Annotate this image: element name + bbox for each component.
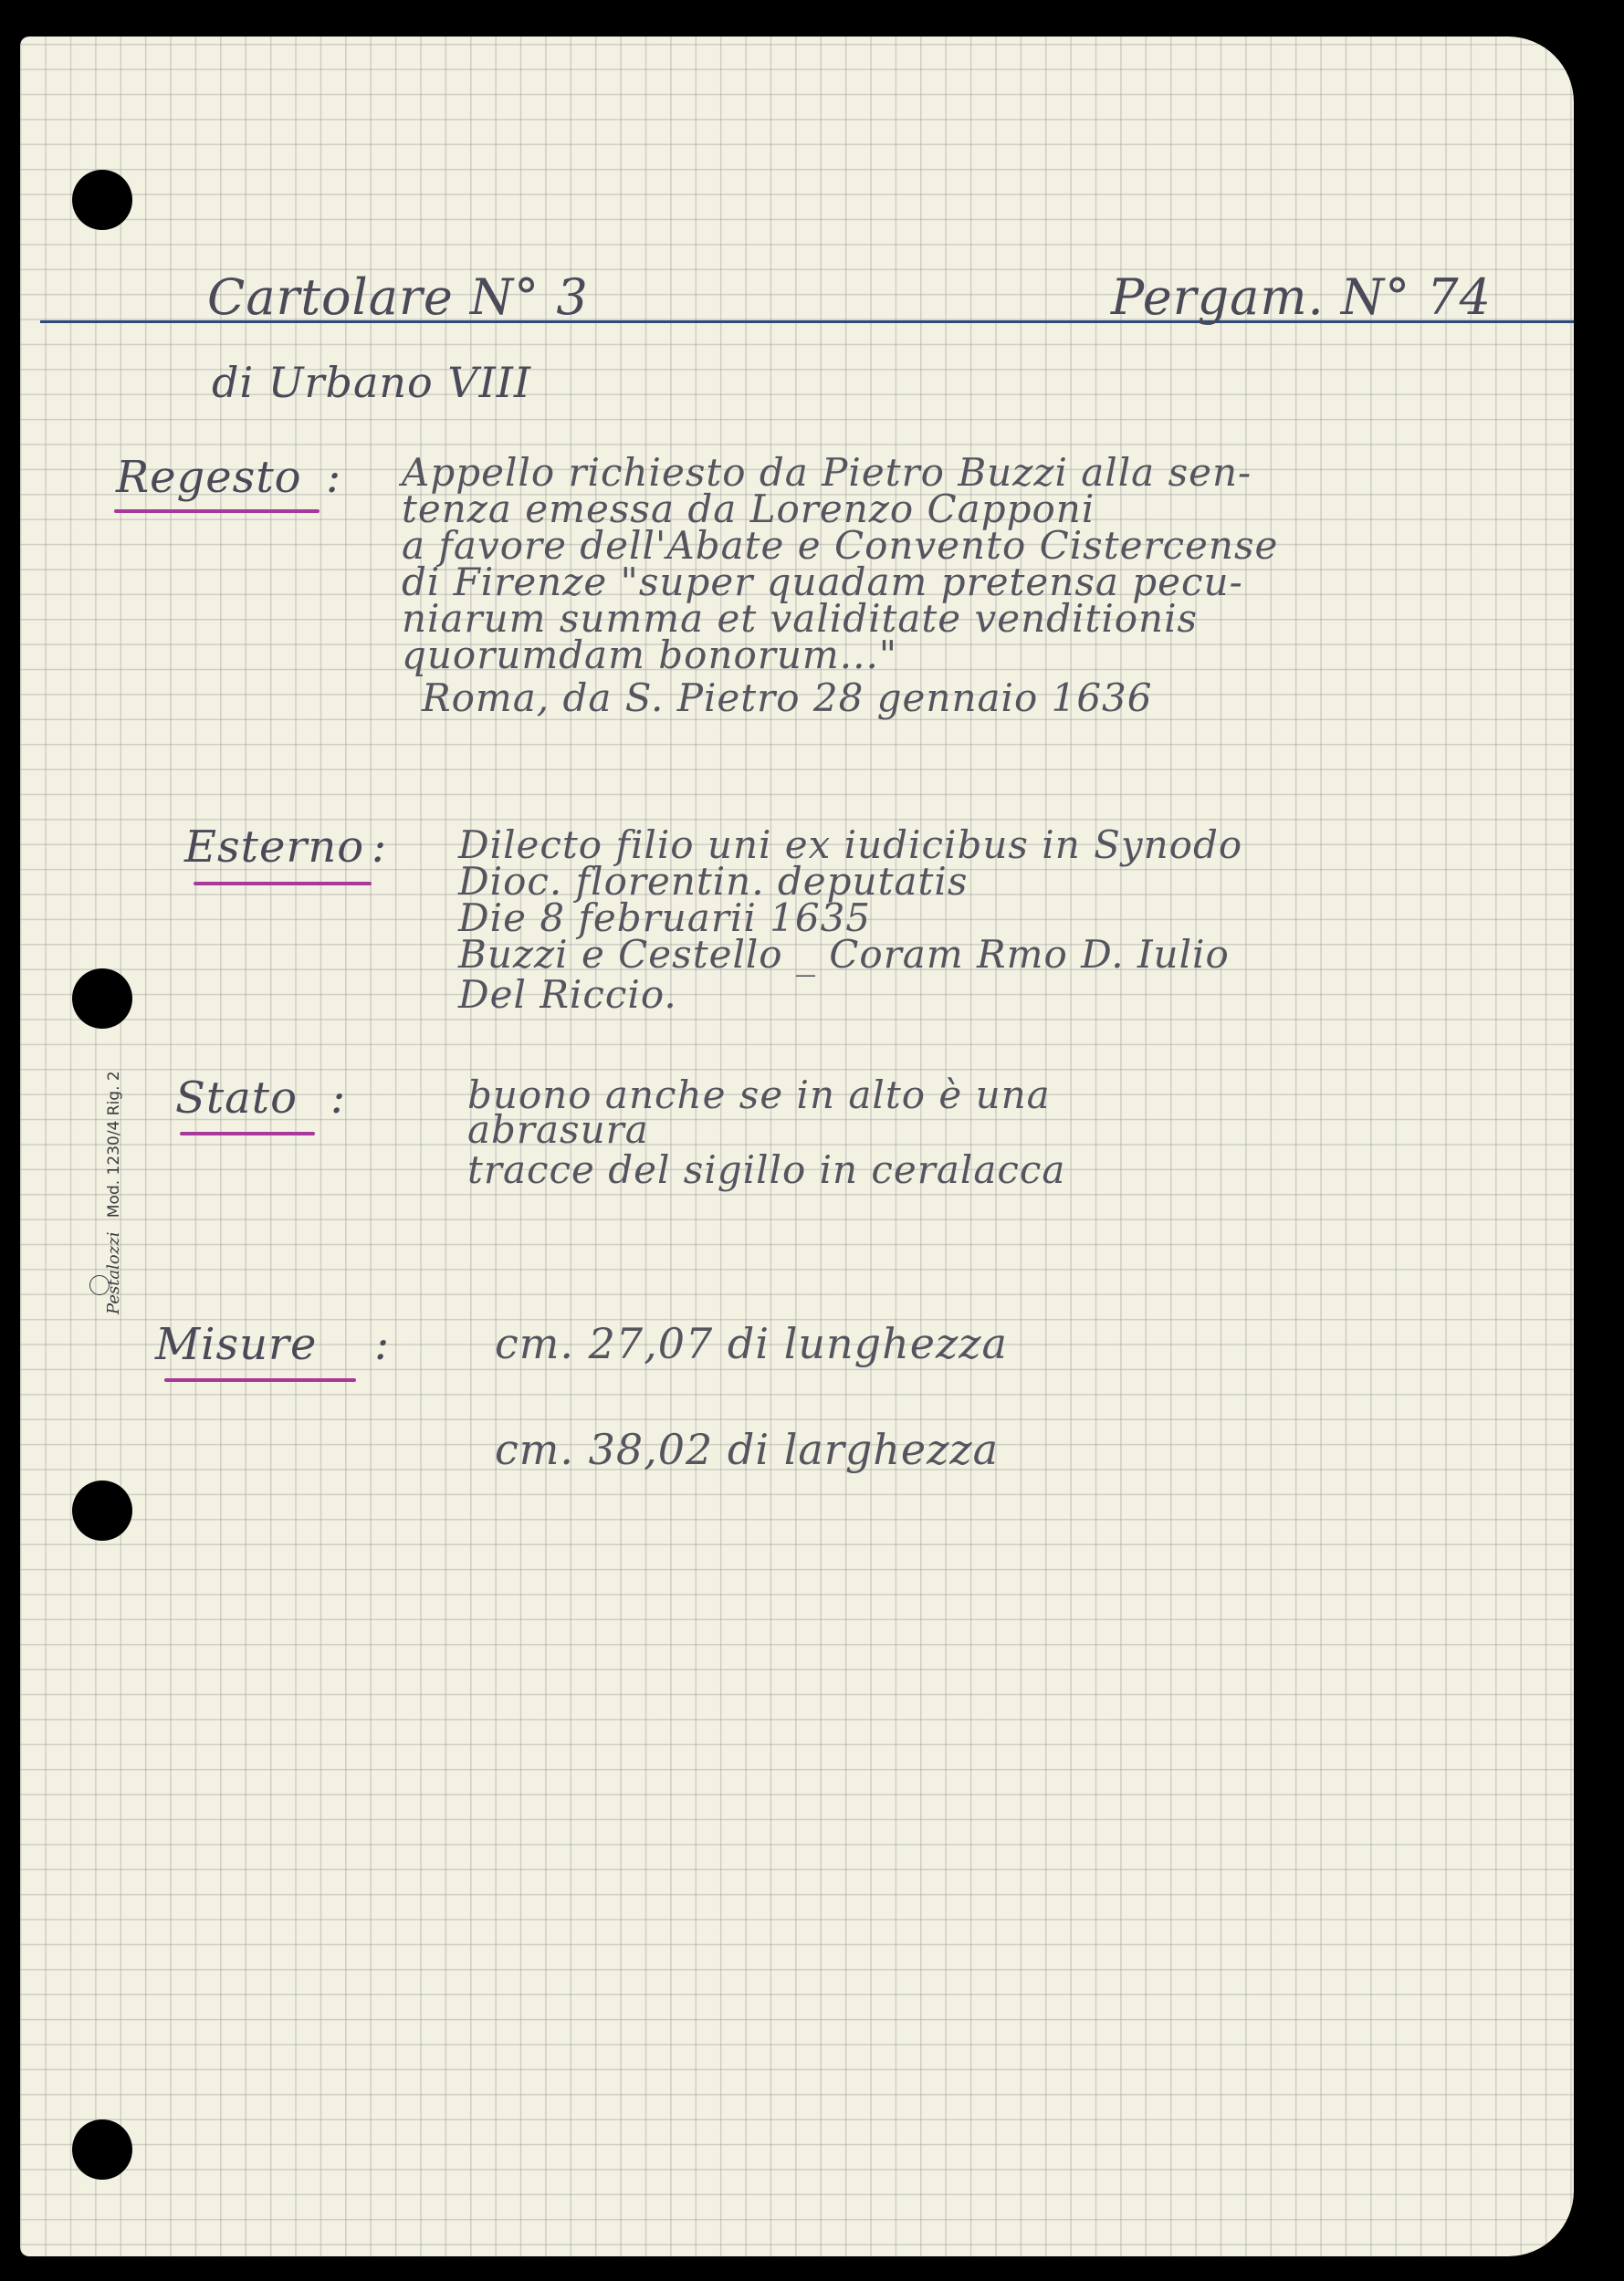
subtitle: di Urbano VIII: [212, 358, 532, 407]
printed-form-code: [104, 1071, 123, 1314]
regesto-line: niarum summa et validitate venditionis: [402, 596, 1199, 641]
section-label-stato: Stato: [175, 1072, 298, 1124]
printed-brand: Pestalozzi: [104, 1231, 123, 1314]
punch-hole: [72, 968, 132, 1029]
section-colon: :: [330, 1072, 347, 1124]
esterno-line: Die 8 februarii 1635: [458, 895, 872, 940]
misure-line: cm. 38,02 di larghezza: [495, 1425, 1000, 1474]
regesto-line: tenza emessa da Lorenzo Capponi: [402, 487, 1095, 531]
esterno-line: Dioc. florentin. deputatis: [458, 859, 969, 904]
punch-hole: [72, 2119, 132, 2180]
pergamena-number: Pergam. N° 74: [1110, 268, 1492, 326]
regesto-line: a favore dell'Abate e Convento Cistercense: [402, 523, 1279, 568]
regesto-line: Roma, da S. Pietro 28 gennaio 1636: [422, 675, 1153, 720]
esterno-line: Buzzi e Cestello _ Coram Rmo D. Iulio: [458, 932, 1230, 977]
esterno-line: Dilecto filio uni ex iudicibus in Synodo: [458, 822, 1243, 867]
punch-hole: [72, 1481, 132, 1541]
cartolare-title: Cartolare N° 3: [207, 268, 589, 326]
printed-model: Mod. 1230/4 Rig. 2: [105, 1071, 123, 1219]
stato-line: abrasura: [467, 1107, 649, 1152]
regesto-line: quorumdam bonorum...": [402, 633, 898, 677]
label-underline: [114, 509, 320, 513]
section-label-esterno: Esterno: [184, 821, 365, 873]
misure-line: cm. 27,07 di lunghezza: [495, 1319, 1008, 1368]
regesto-line: di Firenze "super quadam pretensa pecu-: [402, 560, 1243, 604]
section-label-misure: Misure: [155, 1319, 318, 1370]
esterno-line: Del Riccio.: [458, 972, 677, 1017]
section-colon: :: [326, 452, 342, 503]
stato-line: buono anche se in alto è una: [467, 1072, 1051, 1117]
label-underline: [194, 882, 372, 885]
label-underline: [180, 1132, 315, 1135]
punch-hole: [72, 170, 132, 230]
section-colon: :: [372, 821, 388, 873]
regesto-line: Appello richiesto da Pietro Buzzi alla sen-: [402, 450, 1252, 495]
notebook-sheet: [20, 37, 1574, 2256]
label-underline: [164, 1378, 356, 1382]
section-label-regesto: Regesto: [116, 452, 302, 503]
section-colon: :: [374, 1319, 391, 1370]
stato-line: tracce del sigillo in ceralacca: [467, 1147, 1066, 1192]
